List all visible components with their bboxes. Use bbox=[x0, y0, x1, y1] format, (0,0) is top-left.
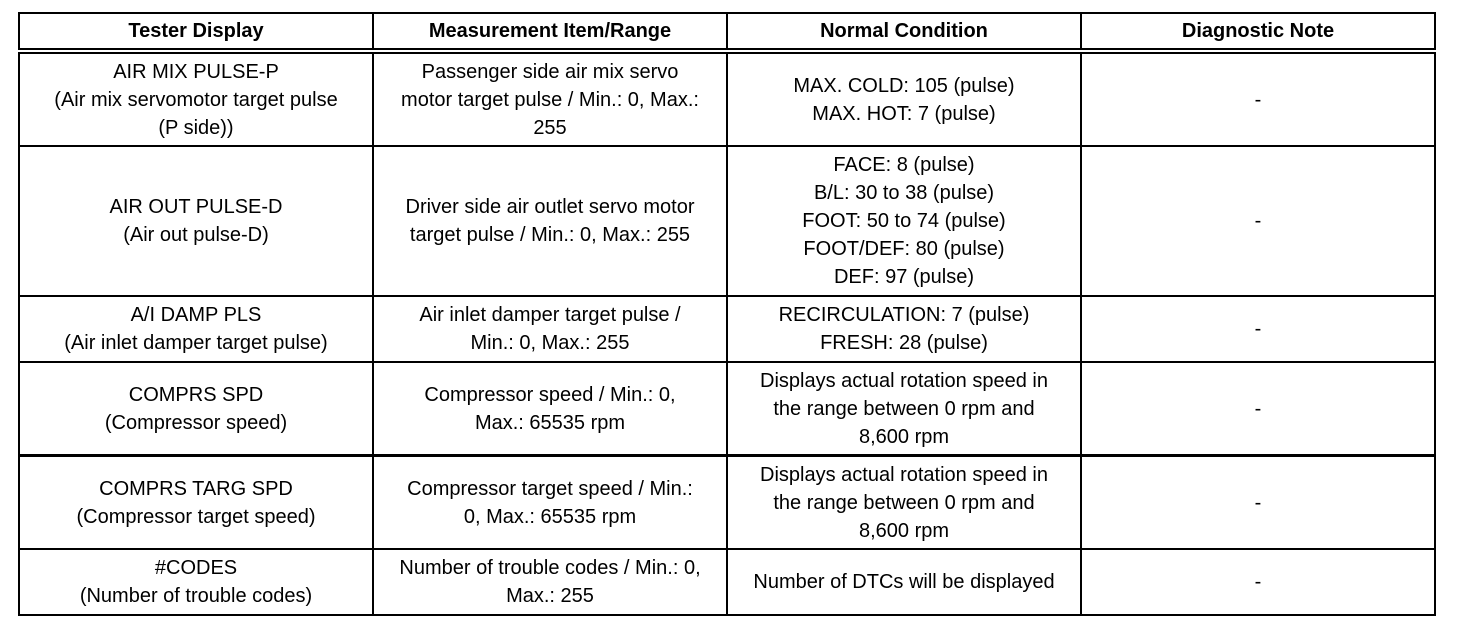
header-diagnostic-note: Diagnostic Note bbox=[1081, 13, 1435, 51]
data-list-table bbox=[18, 12, 1436, 616]
normal-condition-cell: Displays actual rotation speed in the range between 0 rpm and 8,600 rpm bbox=[727, 456, 1081, 550]
normal-condition-cell: FACE: 8 (pulse) B/L: 30 to 38 (pulse) FOOT: 50 to 74 (pulse) FOOT/DEF: 80 (pulse) DEF: 97 (pulse) bbox=[727, 146, 1081, 296]
normal-condition-cell: MAX. COLD: 105 (pulse) MAX. HOT: 7 (pulse) bbox=[727, 51, 1081, 146]
tester-display-cell: AIR OUT PULSE-D (Air out pulse-D) bbox=[19, 146, 373, 296]
measurement-item-cell: Compressor speed / Min.: 0, Max.: 65535 rpm bbox=[373, 362, 727, 456]
table-row bbox=[19, 362, 1435, 456]
diagnostic-note-cell: - bbox=[1081, 51, 1435, 146]
table-row bbox=[19, 146, 1435, 296]
diagnostic-note-cell: - bbox=[1081, 549, 1435, 615]
table-header-row bbox=[19, 13, 1435, 51]
diagnostic-note-cell: - bbox=[1081, 146, 1435, 296]
tester-display-cell: COMPRS TARG SPD (Compressor target speed) bbox=[19, 456, 373, 550]
diagnostic-note-cell: - bbox=[1081, 362, 1435, 456]
header-normal-condition: Normal Condition bbox=[727, 13, 1081, 51]
measurement-item-cell: Air inlet damper target pulse / Min.: 0, Max.: 255 bbox=[373, 296, 727, 362]
normal-condition-cell: RECIRCULATION: 7 (pulse) FRESH: 28 (pulse) bbox=[727, 296, 1081, 362]
diagnostic-note-cell: - bbox=[1081, 296, 1435, 362]
tester-display-cell: #CODES (Number of trouble codes) bbox=[19, 549, 373, 615]
measurement-item-cell: Passenger side air mix servo motor target pulse / Min.: 0, Max.: 255 bbox=[373, 51, 727, 146]
measurement-item-cell: Compressor target speed / Min.: 0, Max.: 65535 rpm bbox=[373, 456, 727, 550]
table-row bbox=[19, 296, 1435, 362]
measurement-item-cell: Number of trouble codes / Min.: 0, Max.: 255 bbox=[373, 549, 727, 615]
table-row bbox=[19, 456, 1435, 550]
normal-condition-cell: Displays actual rotation speed in the range between 0 rpm and 8,600 rpm bbox=[727, 362, 1081, 456]
table-row bbox=[19, 51, 1435, 146]
normal-condition-cell: Number of DTCs will be displayed bbox=[727, 549, 1081, 615]
tester-display-cell: AIR MIX PULSE-P (Air mix servomotor target pulse (P side)) bbox=[19, 51, 373, 146]
diagnostic-note-cell: - bbox=[1081, 456, 1435, 550]
header-tester-display: Tester Display bbox=[19, 13, 373, 51]
measurement-item-cell: Driver side air outlet servo motor target pulse / Min.: 0, Max.: 255 bbox=[373, 146, 727, 296]
tester-display-cell: A/I DAMP PLS (Air inlet damper target pulse) bbox=[19, 296, 373, 362]
table-row bbox=[19, 549, 1435, 615]
tester-display-cell: COMPRS SPD (Compressor speed) bbox=[19, 362, 373, 456]
header-measurement-item: Measurement Item/Range bbox=[373, 13, 727, 51]
